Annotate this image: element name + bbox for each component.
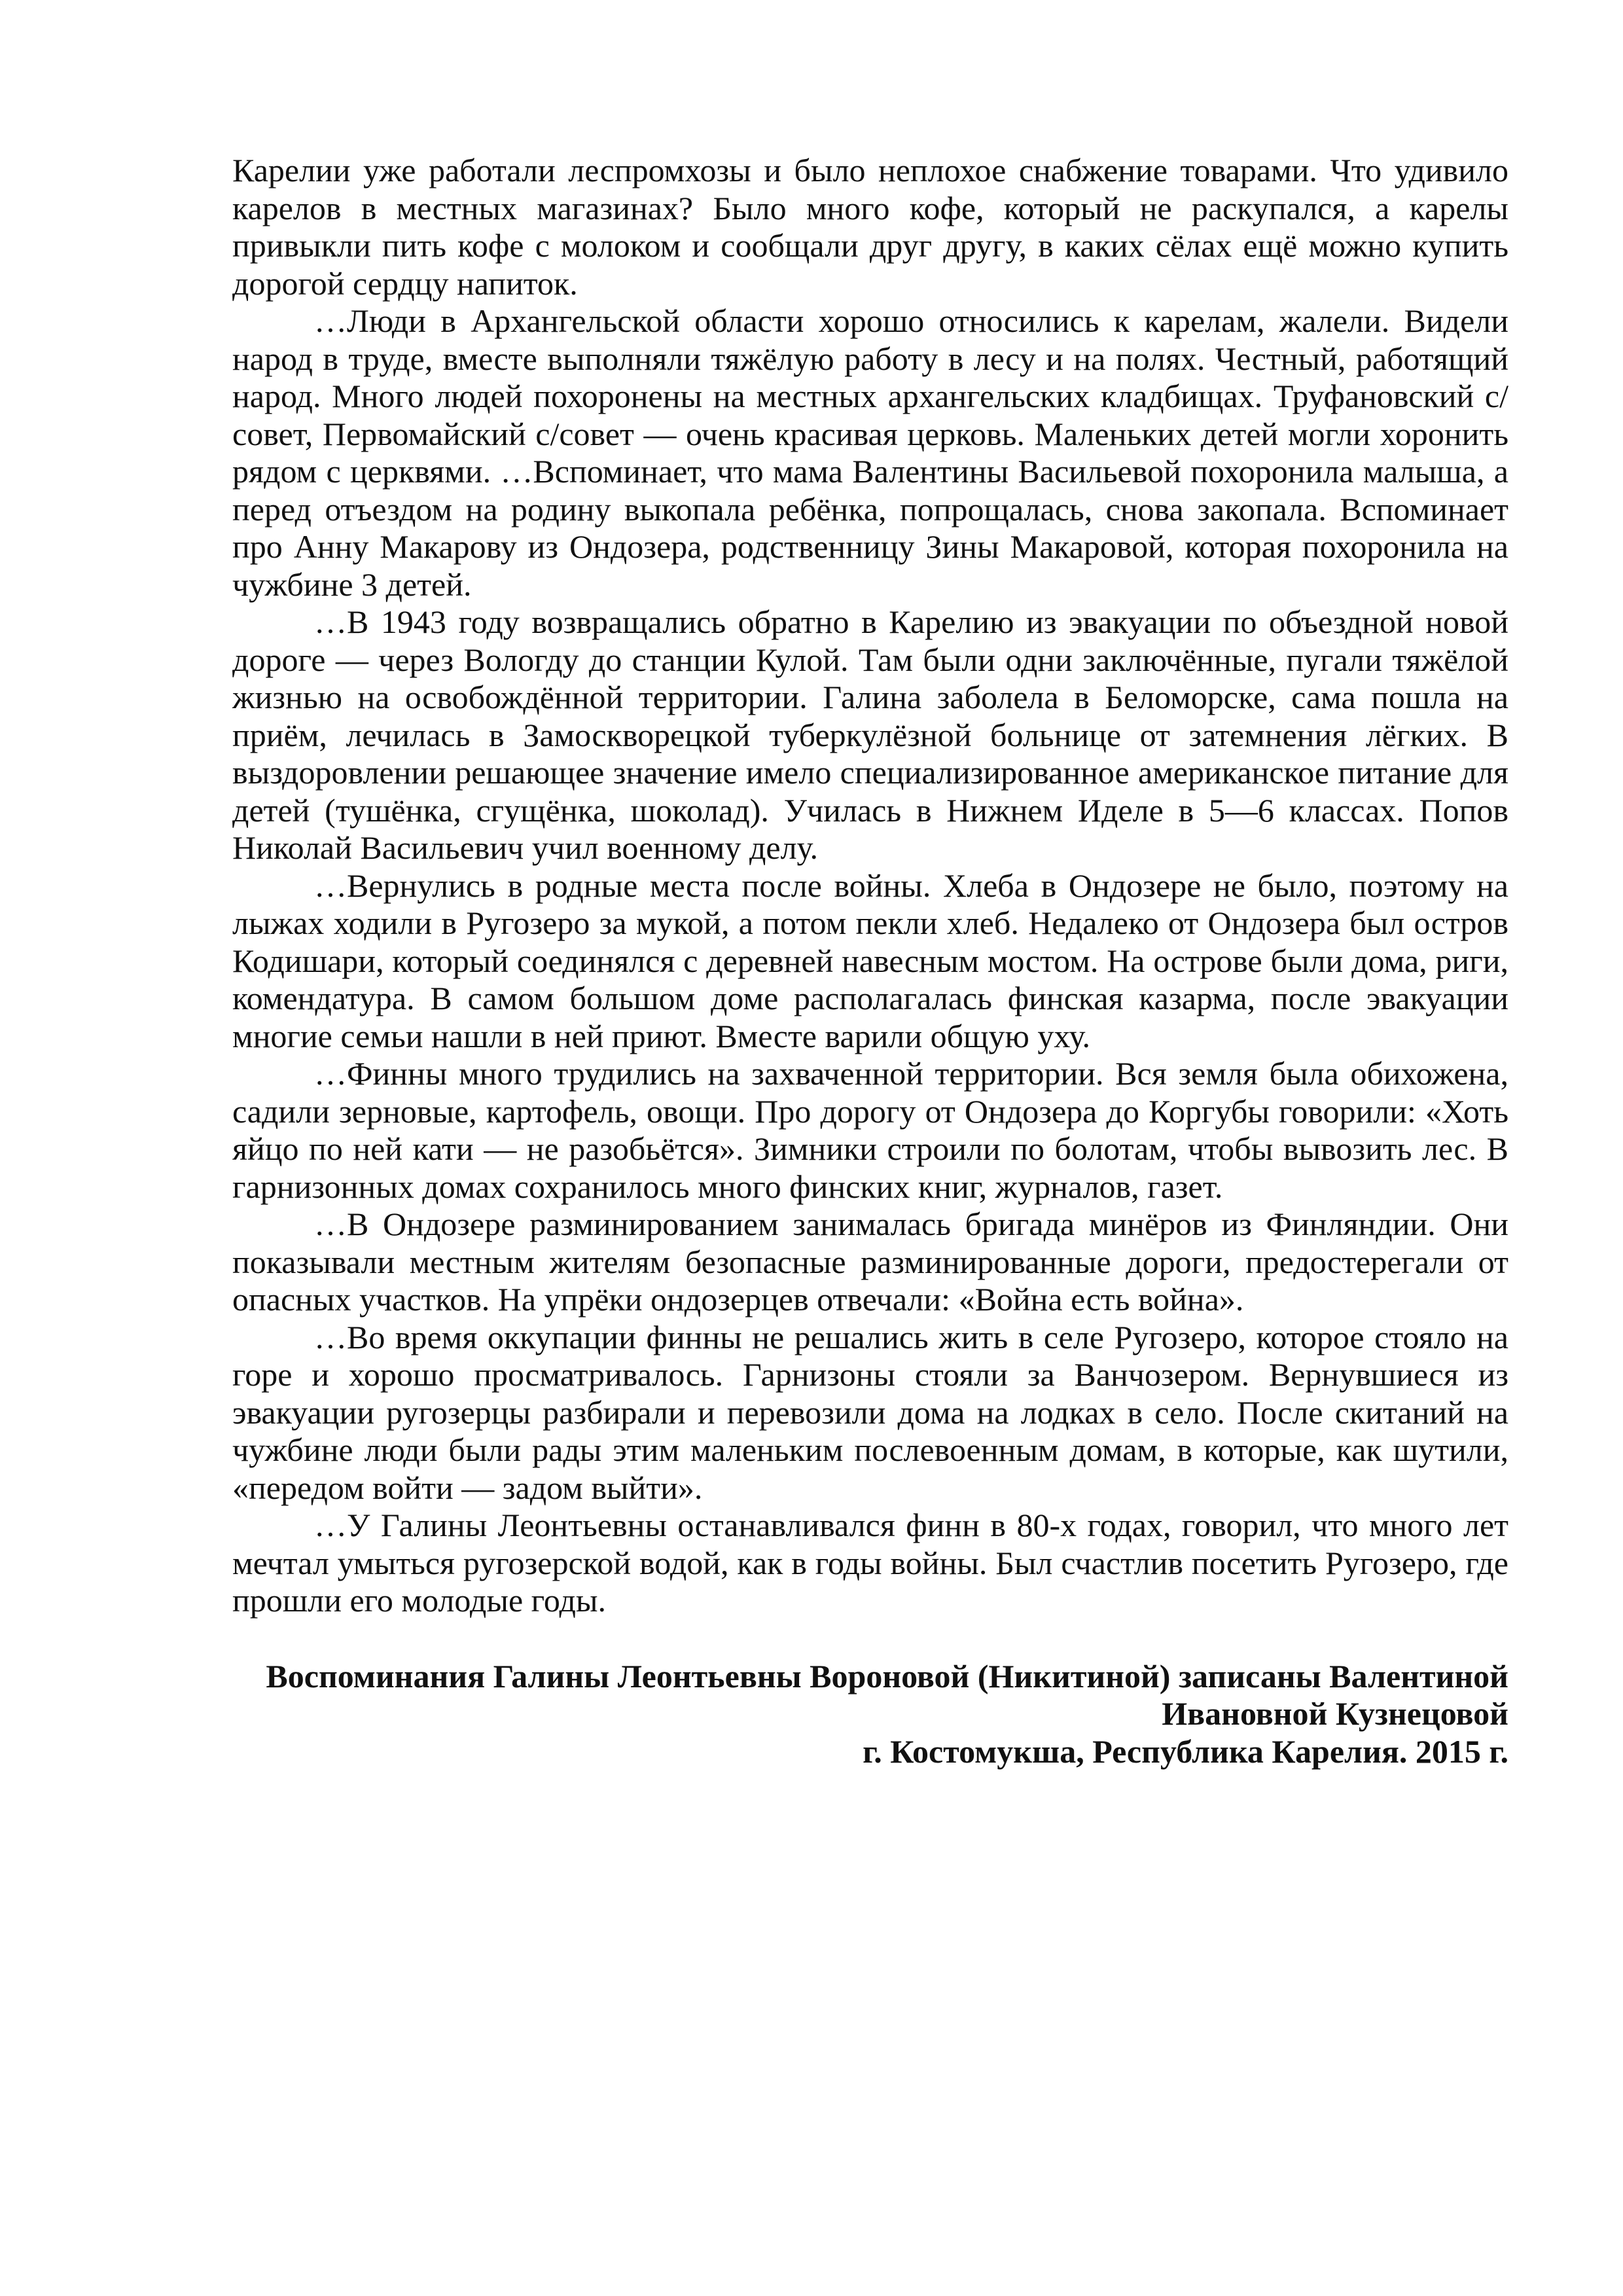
paragraph-8: …У Галины Леонтьевны останавливался финн в 80-х годах, говорил, что много лет мечтал умыться ругозерской водой, как в годы войны. Был счастлив посетить Ругозеро, где прошли его молодые годы. xyxy=(232,1507,1508,1619)
signature-attribution: Воспоминания Галины Леонтьевны Вороновой (Никитиной) записаны Валентиной xyxy=(266,1657,1508,1695)
signature-recorder-name: Ивановной Кузнецовой xyxy=(1162,1695,1508,1732)
paragraph-4: …Вернулись в родные места после войны. Хлеба в Ондозере не было, поэтому на лыжах ходили в Ругозеро за мукой, а потом пекли хлеб. Недалеко от Ондозера был остров Кодишари, который соединялся с деревней навесным мостом. На острове были дома, риги, комендатура. В самом большом доме располагалась финская казарма, после эвакуации многие семьи нашли в ней приют. Вместе варили общую уху. xyxy=(232,867,1508,1054)
signature-block xyxy=(232,1658,1508,1771)
paragraph-7: …Во время оккупации финны не решались жить в селе Ругозеро, которое стояло на горе и хорошо просматривалось. Гарнизоны стояли за Ванчозером. Вернувшиеся из эвакуации ругозерцы разбирали и перевозили дома на лодках в село. После скитаний на чужбине люди были рады этим маленьким послевоенным домам, в которые, как шутили, «передом войти — задом выйти». xyxy=(232,1318,1508,1506)
signature-place-date: г. Костомукша, Республика Карелия. 2015 г. xyxy=(863,1732,1508,1770)
paragraph-3: …В 1943 году возвращались обратно в Карелию из эвакуации по объездной новой дороге — через Вологду до станции Кулой. Там были одни заключённые, пугали тяжёлой жизнью на освобождённой территории. Галина заболела в Беломорске, сама пошла на приём, лечилась в Замоскворецкой туберкулёзной больнице от затемнения лёгких. В выздоровлении решающее значение имело специализированное американское питание для детей (тушёнка, сгущёнка, шоколад). Училась в Нижнем Иделе в 5—6 классах. Попов Николай Васильевич учил военному делу. xyxy=(232,603,1508,866)
document-page xyxy=(232,152,1508,1770)
paragraph-2: …Люди в Архангельской области хорошо относились к карелам, жалели. Видели народ в труде, вместе выполняли тяжёлую работу в лесу и на полях. Честный, работящий народ. Много людей похоронены на местных архангельских кладбищах. Труфановский с/совет, Первомайский с/совет — очень красивая церковь. Маленьких детей могли хоронить рядом с церквями. …Вспоминает, что мама Валентины Васильевой похоронила малыша, а перед отъездом на родину выкопала ребёнка, попрощалась, снова закопала. Вспоминает про Анну Макарову из Ондозера, родственницу Зины Макаровой, которая похоронила на чужбине 3 детей. xyxy=(232,302,1508,603)
paragraph-5: …Финны много трудились на захваченной территории. Вся земля была обихожена, садили зерновые, картофель, овощи. Про дорогу от Ондозера до Коргубы говорили: «Хоть яйцо по ней кати — не разобьётся». Зимники строили по болотам, чтобы вывозить лес. В гарнизонных домах сохранилось много финских книг, журналов, газет. xyxy=(232,1055,1508,1205)
paragraph-1: Карелии уже работали леспромхозы и было неплохое снабжение товарами. Что удивило карелов в местных магазинах? Было много кофе, который не раскупался, а карелы привыкли пить кофе с молоком и сообщали друг другу, в каких сёлах ещё можно купить дорогой сердцу напиток. xyxy=(232,152,1508,302)
paragraph-6: …В Ондозере разминированием занималась бригада минёров из Финляндии. Они показывали местным жителям безопасные разминированные дороги, предостерегали от опасных участков. На упрёки ондозерцев отвечали: «Война есть война». xyxy=(232,1206,1508,1318)
